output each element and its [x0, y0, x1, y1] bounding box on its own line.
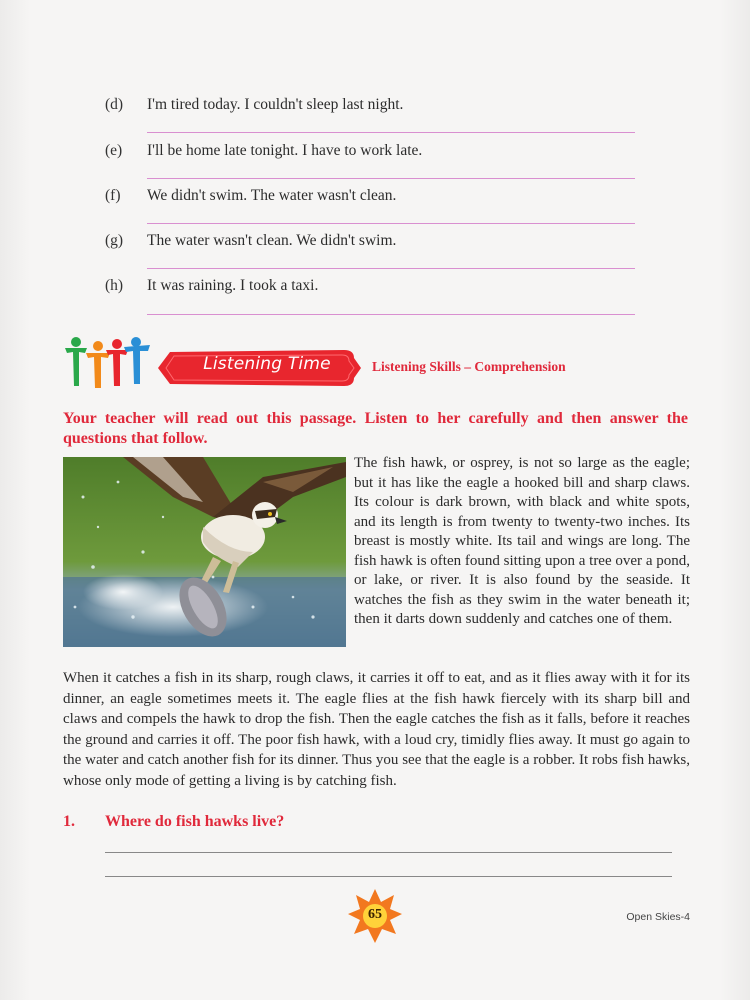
- section-title: Listening Time: [203, 354, 331, 374]
- item-letter: (e): [105, 142, 123, 159]
- skills-label: Listening Skills – Comprehension: [372, 359, 566, 374]
- item-letter: (d): [105, 96, 124, 113]
- page-number-badge: [347, 888, 403, 944]
- section-header: [62, 334, 682, 390]
- answer-line[interactable]: [147, 223, 635, 224]
- answer-line[interactable]: [147, 132, 635, 133]
- item-letter: (g): [105, 232, 124, 249]
- item-letter: (h): [105, 277, 124, 294]
- item-sentence: I'll be home late tonight. I have to work late.: [147, 142, 423, 159]
- page-number: 65: [368, 907, 382, 922]
- osprey-photo: [63, 457, 346, 647]
- answer-line[interactable]: [147, 314, 635, 315]
- book-title: Open Skies-4: [626, 911, 690, 923]
- passage-text: When it catches a fish in its sharp, rough claws, it carries it off to eat, and as it flies away with it for its dinner, an eagle sometimes meets it. The eagle flies at the fish hawk fiercely with its sharp bill and claws and compels the hawk to drop the fish. Then the eagle catches the fish as it falls, before it reaches the ground and carries it off. The poor fish hawk, with a loud cry, timidly flies away. It must go again to the water and catch another fish for its dinner. Thus you see that the eagle is a robber. It robs fish hawks, whose only mode of getting a living is by catching fish.: [63, 670, 690, 789]
- answer-line[interactable]: [105, 876, 672, 877]
- item-sentence: The water wasn't clean. We didn't swim.: [147, 232, 397, 249]
- children-figures-icon: [62, 334, 152, 390]
- item-sentence: It was raining. I took a taxi.: [147, 277, 319, 294]
- answer-line[interactable]: [147, 268, 635, 269]
- item-sentence: I'm tired today. I couldn't sleep last night.: [147, 96, 404, 113]
- instruction-text: Your teacher will read out this passage. Listen to her carefully and then answer the questions that follow.: [63, 410, 688, 447]
- answer-line[interactable]: [105, 852, 672, 853]
- answer-line[interactable]: [147, 178, 635, 179]
- item-sentence: We didn't swim. The water wasn't clean.: [147, 187, 397, 204]
- passage-text-beside-image: The fish hawk, or osprey, is not so large as the eagle; but it has like the eagle a hooked bill and sharp claws. Its colour is dark brown, with black and white spots, and its length is from twenty to twenty-two inches. Its breast is mostly white. Its tail and wings are long. The fish hawk is often found sitting upon a tree over a pond, or lake, or river. It is also found by the seaside. It watches the fish as they swim in the water beneath it; then it darts down suddenly and catches one of them.: [354, 455, 690, 627]
- question-text: Where do fish hawks live?: [105, 813, 285, 830]
- item-letter: (f): [105, 187, 121, 204]
- question-number: 1.: [63, 813, 75, 830]
